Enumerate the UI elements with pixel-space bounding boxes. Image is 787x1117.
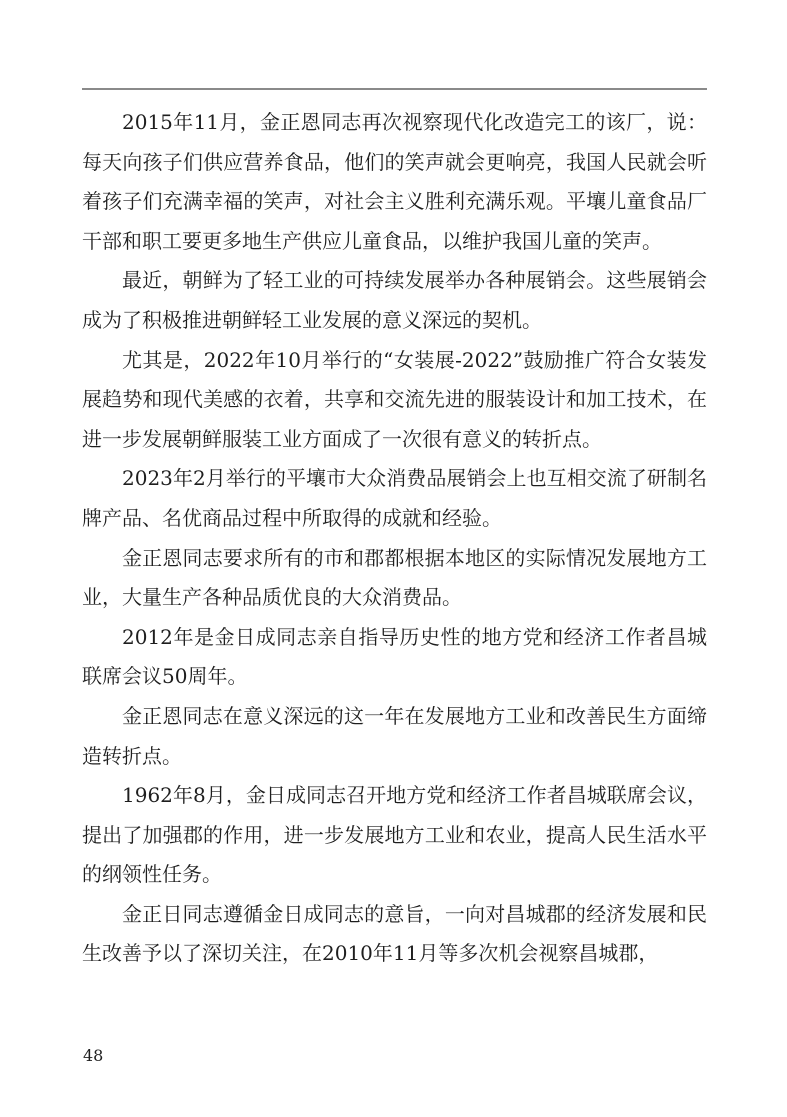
body-text [82,103,707,974]
paragraph-8: 1962年8月，金日成同志召开地方党和经济工作者昌城联席会议，提出了加强郡的作用，进一步发展地方工业和农业，提高人民生活水平的纲领性任务。 [82,783,707,887]
header-rule [82,88,707,90]
paragraph-4: 2023年2月举行的平壤市大众消费品展销会上也互相交流了研制名牌产品、名优商品过程中所取得的成就和经验。 [82,466,707,530]
paragraph-9: 金正日同志遵循金日成同志的意旨，一向对昌城郡的经济发展和民生改善予以了深切关注，在2010年11月等多次机会视察昌城郡， [82,901,707,966]
paragraph-1: 2015年11月，金正恩同志再次视察现代化改造完工的该厂，说：每天向孩子们供应营养食品，他们的笑声就会更响亮，我国人民就会听着孩子们充满幸福的笑声，对社会主义胜利充满乐观。平壤儿童食品厂干部和职工要更多地生产供应儿童食品，以维护我国儿童的笑声。 [82,110,707,253]
paragraph-6: 2012年是金日成同志亲自指导历史性的地方党和经济工作者昌城联席会议50周年。 [82,624,707,689]
paragraph-2: 最近，朝鲜为了轻工业的可持续发展举办各种展销会。这些展销会成为了积极推进朝鲜轻工业发展的意义深远的契机。 [82,268,707,332]
page-number: 48 [83,1046,104,1065]
paragraph-7: 金正恩同志在意义深远的这一年在发展地方工业和改善民生方面缔造转折点。 [82,703,707,768]
paragraph-5: 金正恩同志要求所有的市和郡都根据本地区的实际情况发展地方工业，大量生产各种品质优良的大众消费品。 [82,545,707,610]
paragraph-3: 尤其是，2022年10月举行的“女装展-2022”鼓励推广符合女装发展趋势和现代美感的衣着，共享和交流先进的服装设计和加工技术，在进一步发展朝鲜服装工业方面成了一次很有意义的转折点。 [82,347,707,451]
